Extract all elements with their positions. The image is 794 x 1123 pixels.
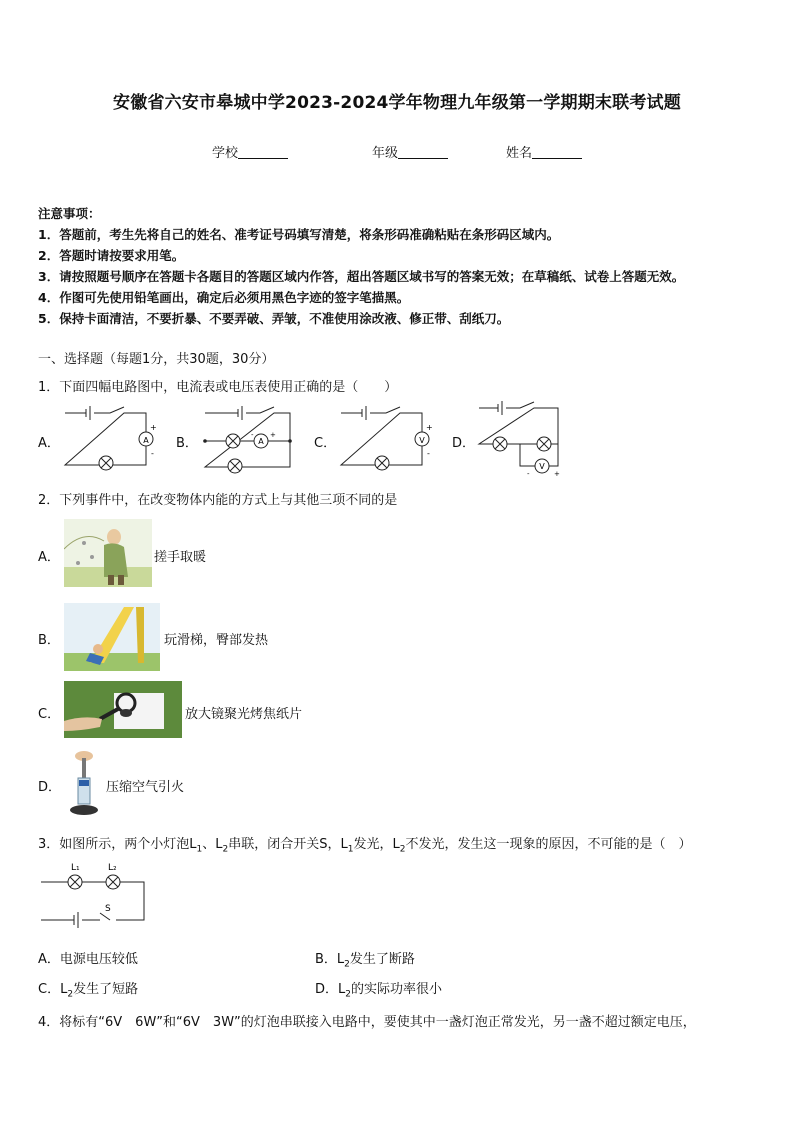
- plus-sign: +: [426, 423, 433, 432]
- q3-stem-part: 串联，闭合开关S，L: [228, 837, 348, 852]
- q3-option-d: [315, 978, 442, 1000]
- notice-item: 3．请按照题号顺序在答题卡各题目的答题区域内作答，超出答题区域书写的答案无效；在草稿纸、试卷上答题无效。: [38, 269, 685, 284]
- grade-label: 年级: [372, 146, 399, 161]
- ammeter-symbol: A: [143, 436, 149, 445]
- switch-s-label: S: [105, 904, 111, 914]
- q3-option-part: C．L: [38, 982, 68, 997]
- slide-picture: [64, 603, 160, 671]
- q1-option-b-label: B．: [176, 436, 198, 451]
- school-label: 学校: [212, 146, 239, 161]
- minus-sign: -: [251, 431, 254, 439]
- notice-item: 4．作图可先使用铅笔画出，确定后必须用黑色字迹的签字笔描黑。: [38, 290, 410, 305]
- plus-sign: +: [150, 423, 157, 432]
- grade-field: [372, 142, 448, 161]
- minus-sign: -: [527, 470, 530, 478]
- notice-item: 1．答题前，考生先将自己的姓名、准考证号码填写清楚，将条形码准确粘贴在条形码区域内。: [38, 227, 560, 242]
- minus-sign: -: [151, 449, 154, 458]
- voltmeter-symbol: V: [539, 462, 545, 471]
- plus-sign: +: [270, 431, 276, 439]
- q3-option-part: B．L: [315, 952, 345, 967]
- lamp-l1-label: L₁: [71, 863, 80, 873]
- school-field: [212, 142, 288, 161]
- q3-stem-part: 发光，L: [353, 837, 400, 852]
- name-blank: [532, 145, 582, 159]
- q3-subscript: 1: [347, 844, 354, 855]
- name-field: [506, 142, 582, 161]
- magnifier-picture: [64, 681, 182, 738]
- rubbing-hands-picture: [64, 519, 152, 587]
- q3-option-part: 发生了短路: [73, 982, 139, 997]
- q3-option-b: [315, 948, 415, 970]
- q3-option-subscript: 2: [67, 989, 74, 1000]
- q2-option-c-text: 放大镜聚光烤焦纸片: [185, 707, 303, 722]
- minus-sign: -: [427, 449, 430, 458]
- circuit-d-diagram: [474, 400, 566, 478]
- question-4-stem: 4．将标有“6V 6W”和“6V 3W”的灯泡串联接入电路中，要使其中一盏灯泡正常发光，另一盏不超过额定电压，: [38, 1015, 696, 1030]
- q3-subscript: 2: [222, 844, 229, 855]
- circuit-a-diagram: [60, 403, 160, 473]
- name-label: 姓名: [506, 146, 533, 161]
- voltmeter-symbol: V: [419, 436, 425, 445]
- q2-option-c-letter: C．: [38, 707, 61, 722]
- q2-option-a-text: 搓手取暖: [154, 550, 207, 565]
- q3-option-subscript: 2: [344, 959, 350, 970]
- q1-option-c-label: C．: [314, 436, 337, 451]
- notice-heading: 注意事项：: [38, 206, 101, 221]
- q2-option-b-text: 玩滑梯，臀部发热: [164, 633, 269, 648]
- exam-title: 安徽省六安市皋城中学2023-2024学年物理九年级第一学期期末联考试题: [113, 93, 681, 113]
- q3-option-part: 的实际功率很小: [351, 982, 443, 997]
- lamp-l2-label: L₂: [108, 863, 117, 873]
- notice-item: 5．保持卡面清洁，不要折暴、不要弄破、弄皱，不准使用涂改液、修正带、刮纸刀。: [38, 311, 510, 326]
- q3-option-a: A．电源电压较低: [38, 952, 138, 967]
- notice-item: 2．答题时请按要求用笔。: [38, 248, 185, 263]
- q3-stem-part: 不发光，发生这一现象的原因，不可能的是（ ）: [405, 837, 692, 852]
- ammeter-symbol: A: [258, 437, 264, 446]
- q1-option-a-label: A．: [38, 436, 60, 451]
- q3-subscript: 2: [399, 844, 406, 855]
- q3-option-part: D．L: [315, 982, 346, 997]
- q3-option-subscript: 2: [345, 989, 351, 1000]
- q2-option-a-letter: A．: [38, 550, 60, 565]
- q3-option-c: [38, 978, 138, 1000]
- q2-option-b-letter: B．: [38, 633, 60, 648]
- fire-piston-picture: [64, 748, 104, 818]
- q2-option-d-letter: D．: [38, 780, 62, 795]
- q3-option-part: 发生了断路: [349, 952, 415, 967]
- plus-sign: +: [554, 470, 560, 478]
- school-blank: [238, 145, 288, 159]
- q3-subscript: 1: [196, 844, 203, 855]
- circuit-c-diagram: [336, 403, 436, 473]
- q2-option-d-text: 压缩空气引火: [106, 780, 185, 795]
- section-heading: 一、选择题（每题1分，共30题，30分）: [38, 352, 275, 367]
- question-2-stem: 2．下列事件中，在改变物体内能的方式上与其他三项不同的是: [38, 493, 398, 508]
- q3-stem-part: 3．如图所示，两个小灯泡L: [38, 837, 197, 852]
- circuit-b-diagram: [200, 403, 300, 475]
- question-3-stem: [38, 833, 691, 855]
- q3-stem-part: 、L: [202, 837, 223, 852]
- question-1-stem: 1．下面四幅电路图中，电流表或电压表使用正确的是（ ）: [38, 380, 398, 395]
- grade-blank: [398, 145, 448, 159]
- q1-option-d-label: D．: [452, 436, 476, 451]
- series-circuit-diagram: [36, 858, 152, 928]
